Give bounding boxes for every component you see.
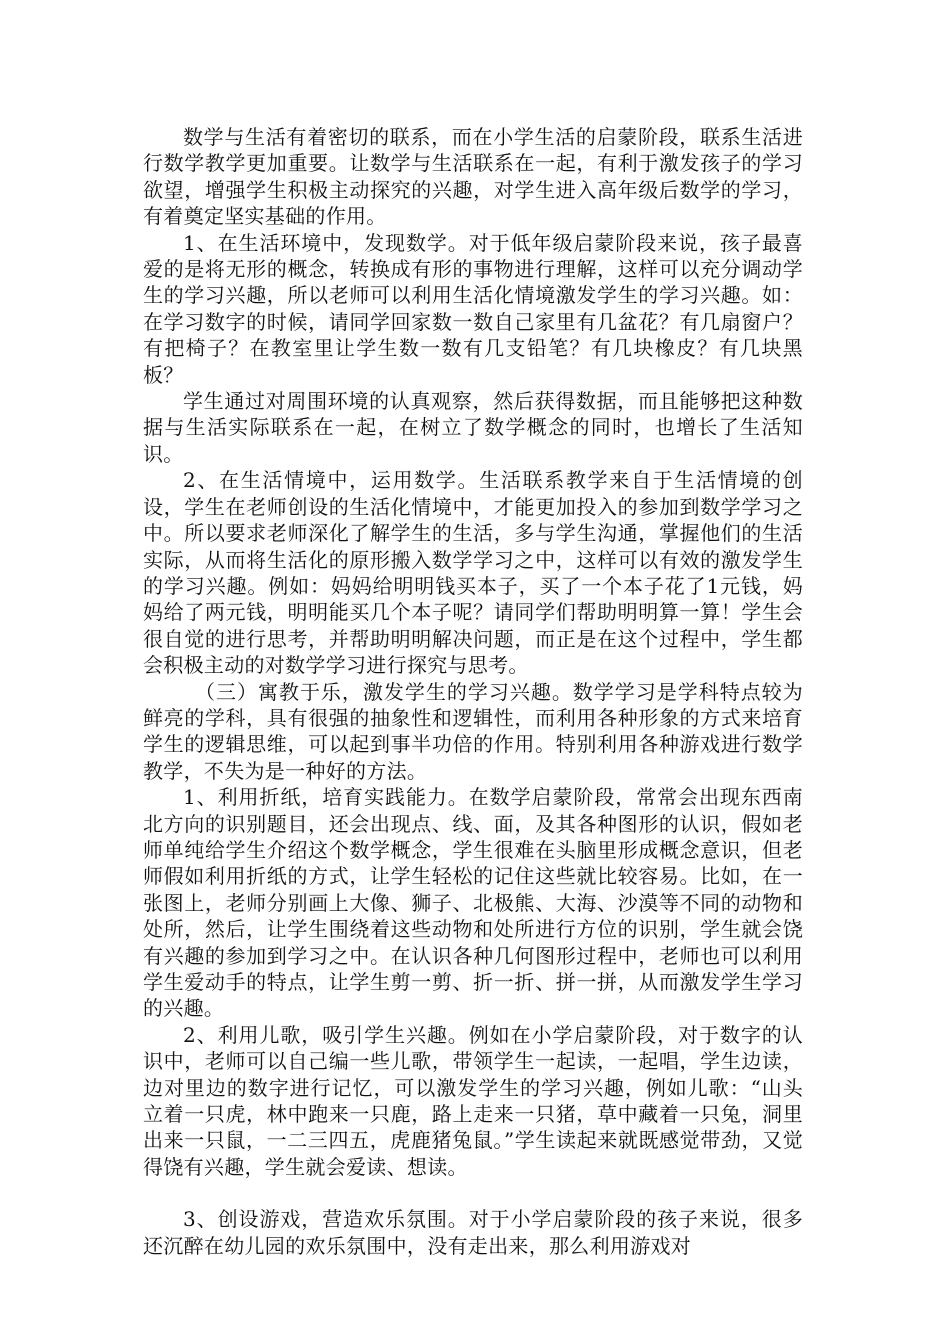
- paragraph-observation: 学生通过对周围环境的认真观察，然后获得数据，而且能够把这种数据与生活实际联系在一起，在树立了数学概念的同时，也增长了生活知识。: [143, 389, 803, 466]
- paragraph-situation: 2、在生活情境中，运用数学。生活联系教学来自于生活情境的创设，学生在老师创设的生活化情境中，才能更加投入的参加到数学学习之中。所以要求老师深化了解学生的生活，多与学生沟通，掌握他们的生活实际，从而将生活化的原形搬入数学学习之中，这样可以有效的激发学生的学习兴趣。例如：妈妈给明明钱买本子，买了一个本子花了1元钱，妈妈给了两元钱，明明能买几个本子呢？请同学们帮助明明算一算！学生会很自觉的进行思考，并帮助明明解决问题，而正是在这个过程中，学生都会积极主动的对数学学习进行探究与思考。: [143, 468, 803, 678]
- paragraph-environment: 1、在生活环境中，发现数学。对于低年级启蒙阶段来说，孩子最喜爱的是将无形的概念，转换成有形的事物进行理解，这样可以充分调动学生的学习兴趣，所以老师可以利用生活化情境激发学生的学习兴趣。如：在学习数字的时候，请同学回家数一数自己家里有几盆花？有几扇窗户？有把椅子？在教室里让学生数一数有几支铅笔？有几块橡皮？有几块黑板？: [143, 230, 803, 387]
- paragraph-origami: 1、利用折纸，培育实践能力。在数学启蒙阶段，常常会出现东西南北方向的识别题目，还会出现点、线、面，及其各种图形的认识，假如老师单纯给学生介绍这个数学概念，学生很难在头脑里形成概念意识，但老师假如利用折纸的方式，让学生轻松的记住这些就比较容易。比如，在一张图上，老师分别画上大像、狮子、北极熊、大海、沙漠等不同的动物和处所，然后，让学生围绕着这些动物和处所进行方位的识别，学生就会饶有兴趣的参加到学习之中。在认识各种几何图形过程中，老师也可以利用学生爱动手的特点，让学生剪一剪、折一折、拼一拼，从而激发学生学习的兴趣。: [143, 785, 803, 1021]
- document-page: [143, 124, 803, 1259]
- paragraph-intro: 数学与生活有着密切的联系，而在小学生活的启蒙阶段，联系生活进行数学教学更加重要。让数学与生活联系在一起，有利于激发孩子的学习欲望，增强学生积极主动探究的兴趣，对学生进入高年级后数学的学习，有着奠定坚实基础的作用。: [143, 125, 803, 229]
- paragraph-section-three: （三）寓教于乐，激发学生的学习兴趣。数学学习是学科特点较为鲜亮的学科，具有很强的抽象性和逻辑性，而利用各种形象的方式来培育学生的逻辑思维，可以起到事半功倍的作用。特别利用各种游戏进行数学教学，不失为是一种好的方法。: [143, 679, 803, 783]
- paragraph-games: 3、创设游戏，营造欢乐氛围。对于小学启蒙阶段的孩子来说，很多还沉醉在幼儿园的欢乐氛围中，没有走出来，那么利用游戏对: [143, 1207, 803, 1258]
- paragraph-nursery-rhyme: 2、利用儿歌，吸引学生兴趣。例如在小学启蒙阶段，对于数字的认识中，老师可以自己编一些儿歌，带领学生一起读，一起唱，学生边读，边对里边的数字进行记忆，可以激发学生的学习兴趣，例如儿歌：“山头立着一只虎，林中跑来一只鹿，路上走来一只猪，草中藏着一只兔，洞里出来一只鼠，一二三四五，虎鹿猪兔鼠。”学生读起来就既感觉带劲，又觉得饶有兴趣，学生就会爱读、想读。: [143, 1022, 803, 1179]
